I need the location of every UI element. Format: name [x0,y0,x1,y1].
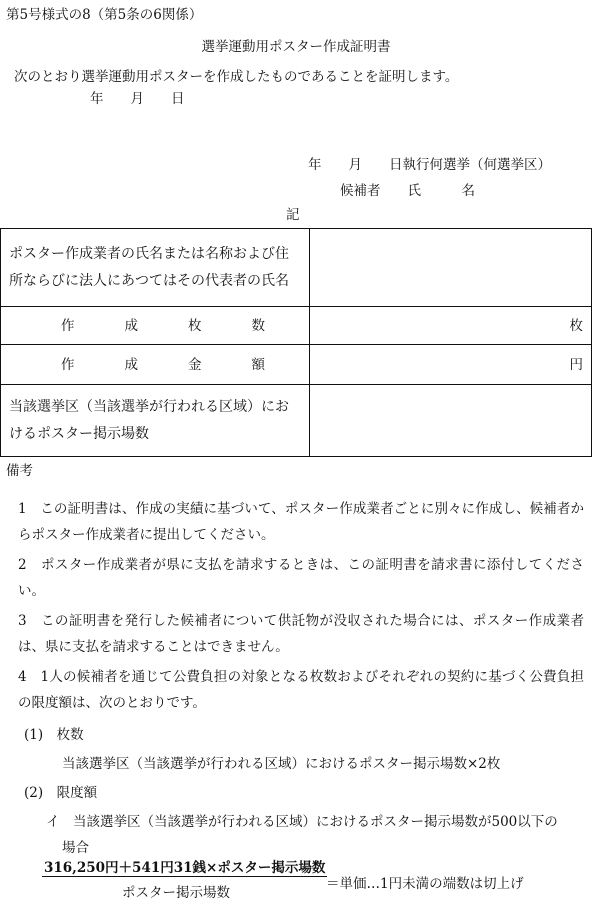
label-char: 額 [251,356,265,373]
boards-label: 当該選挙区（当該選挙が行われる区域）におけるポスター掲示場数 [9,398,289,442]
label-char: 枚 [188,317,202,334]
label-char: 金 [188,356,202,373]
amount-label-cell [1,345,310,385]
note-3: 3 この証明書を発行した候補者について供託物が没収された場合には、ポスター作成業者は、県に支払を請求することはできません。 [18,613,584,655]
note-1: 1 この証明書は、作成の実績に基づいて、ポスター作成業者ごとに別々に作成し、候補者からポスター作成業者に提出してください。 [18,501,584,543]
boards-value-cell[interactable] [310,385,592,457]
note-2: 2 ポスター作成業者が県に支払を請求するときは、この証明書を請求書に添付してください。 [18,557,584,599]
quantity-unit: 枚 [569,317,583,334]
subsection-2-item-i-cont: 場合 [62,840,89,856]
notes-heading: 備考 [6,463,33,479]
label-char: 成 [124,356,138,373]
amount-label [9,352,301,378]
contractor-value-cell[interactable] [310,229,592,307]
contractor-label-cell [1,229,310,307]
label-char: 成 [124,317,138,334]
quantity-label [9,313,301,339]
certification-statement: 次のとおり選挙運動用ポスターを作成したものであることを証明します。 [14,69,459,85]
subsection-2-heading: (2) 限度額 [24,785,98,801]
boards-label-cell [1,385,310,457]
label-char: 数 [251,317,265,334]
note-4: 4 1人の候補者を通じて公費負担の対象となる枚数およびそれぞれの契約に基づく公費負担の限度額は、次のとおりです。 [18,669,584,711]
label-char: 作 [61,317,75,334]
subsection-1-heading: (1) 枚数 [24,727,84,743]
label-char: 作 [61,356,75,373]
document-title: 選挙運動用ポスター作成証明書 [201,39,391,55]
certificate-table [0,228,592,457]
quantity-label-cell [1,307,310,345]
amount-value-cell[interactable] [310,345,592,385]
ki-marker: 記 [286,207,300,223]
issue-date-line: 年 月 日 [90,91,185,107]
quantity-value-cell[interactable] [310,307,592,345]
amount-unit: 円 [569,356,583,373]
contractor-label: ポスター作成業者の氏名または名称および住所ならびに法人にあつてはその代表者の氏名 [9,245,289,289]
election-date-line: 年 月 日執行何選挙（何選挙区） [308,157,551,173]
form-number-label: 第5号様式の8（第5条の6関係） [6,7,203,23]
subsection-1-body: 当該選挙区（当該選挙が行われる区域）におけるポスター掲示場数×2枚 [62,756,501,772]
candidate-name-line: 候補者 氏 名 [340,183,475,199]
formula-result: ＝単価…1円未満の端数は切上げ [326,876,524,892]
formula-numerator: 316,250円＋541円31銭×ポスター掲示場数 [42,856,327,877]
subsection-2-item-i: イ 当該選挙区（当該選挙が行われる区域）におけるポスター掲示場数が500以下の [46,814,558,830]
formula-denominator: ポスター掲示場数 [122,885,230,901]
unit-price-formula [42,856,524,901]
